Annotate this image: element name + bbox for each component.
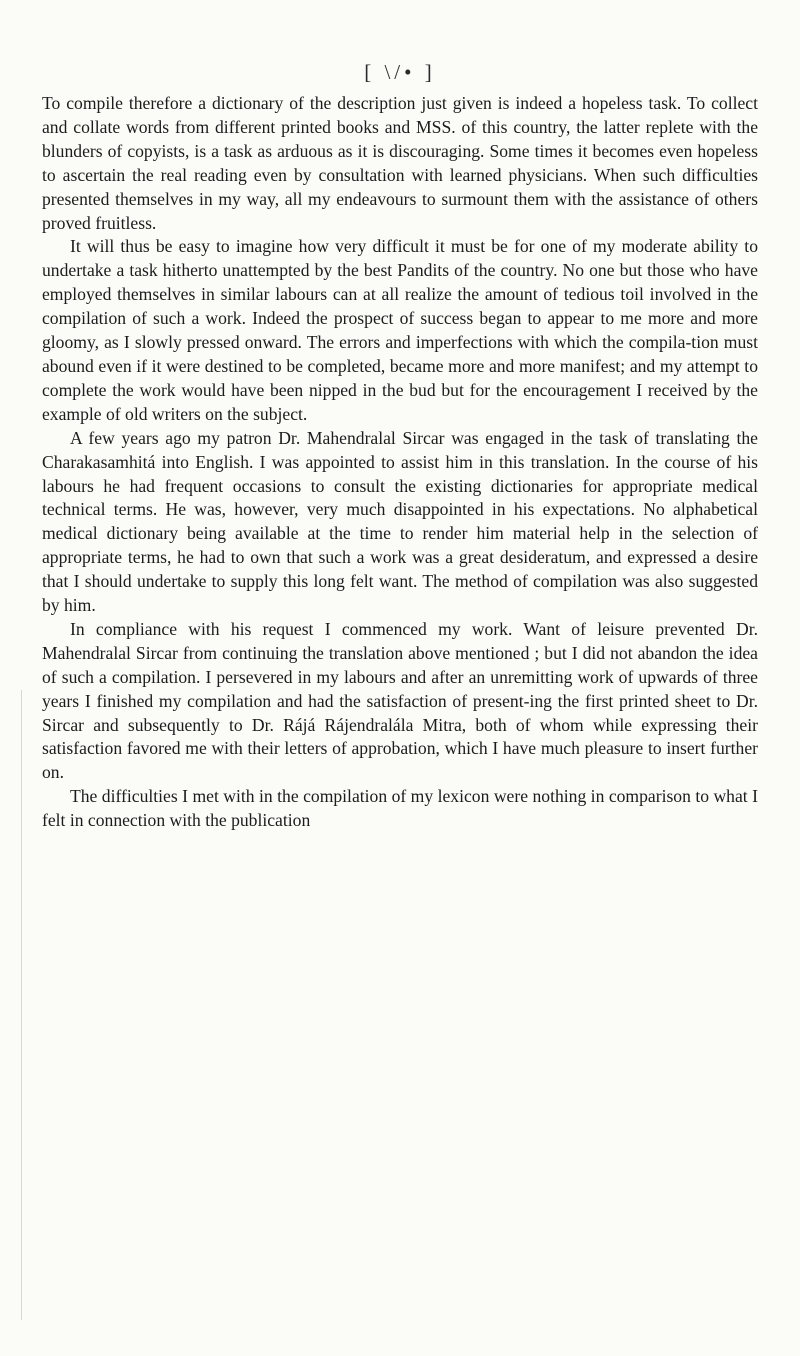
paragraph-3: A few years ago my patron Dr. Mahendralal Sircar was engaged in the task of translating the Charakasamhitá into English. I was appointed to assist him in this translation. In the course of his labours he had frequent occasions to consult the existing dictionaries for appropriate medical technical terms. He was, however, very much disappointed in his expectations. No alphabetical medical dictionary being available at the time to render him material help in the selection of appropriate terms, he had to own that such a work was a great desideratum, and expressed a desire that I should undertake to supply this long felt want. The method of compilation was also suggested by him. bbox=[42, 427, 758, 616]
paragraph-4: In compliance with his request I commenced my work. Want of leisure prevented Dr. Mahendralal Sircar from continuing the translation above mentioned ; but I did not abandon the idea of such a compilation. I persevered in my labours and after an unremitting work of upwards of three years I finished my compilation and had the satisfaction of present-ing the first printed sheet to Dr. Sircar and subsequently to Dr. Rájá Rájendralála Mitra, both of whom while expressing their satisfaction favored me with their letters of approbation, which I have much pleasure to insert further on. bbox=[42, 618, 758, 783]
page-number-mark: [ \/• ] bbox=[364, 60, 436, 84]
body-text bbox=[42, 92, 758, 833]
paragraph-2: It will thus be easy to imagine how very difficult it must be for one of my moderate ability to undertake a task hitherto unattempted by the best Pandits of the country. No one but those who have employed themselves in similar labours can at all realize the amount of tedious toil involved in the compilation of such a work. Indeed the prospect of success began to appear to me more and more gloomy, as I slowly pressed onward. The errors and imperfections with which the compila-tion must abound even if it were destined to be completed, became more and more manifest; and my attempt to complete the work would have been nipped in the bud but for the encouragement I received by the example of old writers on the subject. bbox=[42, 236, 758, 424]
paragraph-5: The difficulties I met with in the compilation of my lexicon were nothing in comparison to what I felt in connection with the publication bbox=[42, 786, 758, 831]
paragraph-1: To compile therefore a dictionary of the description just given is indeed a hopeless task. To collect and collate words from different printed books and MSS. of this country, the latter replete with the blunders of copyists, is a task as arduous as it is discouraging. Some times it becomes even hopeless to ascertain the real reading even by consultation with learned physicians. When such difficulties presented themselves in my way, all my endeavours to surmount them with the assistance of others proved fruitless. bbox=[42, 93, 758, 233]
page-margin-rule bbox=[21, 690, 22, 1320]
